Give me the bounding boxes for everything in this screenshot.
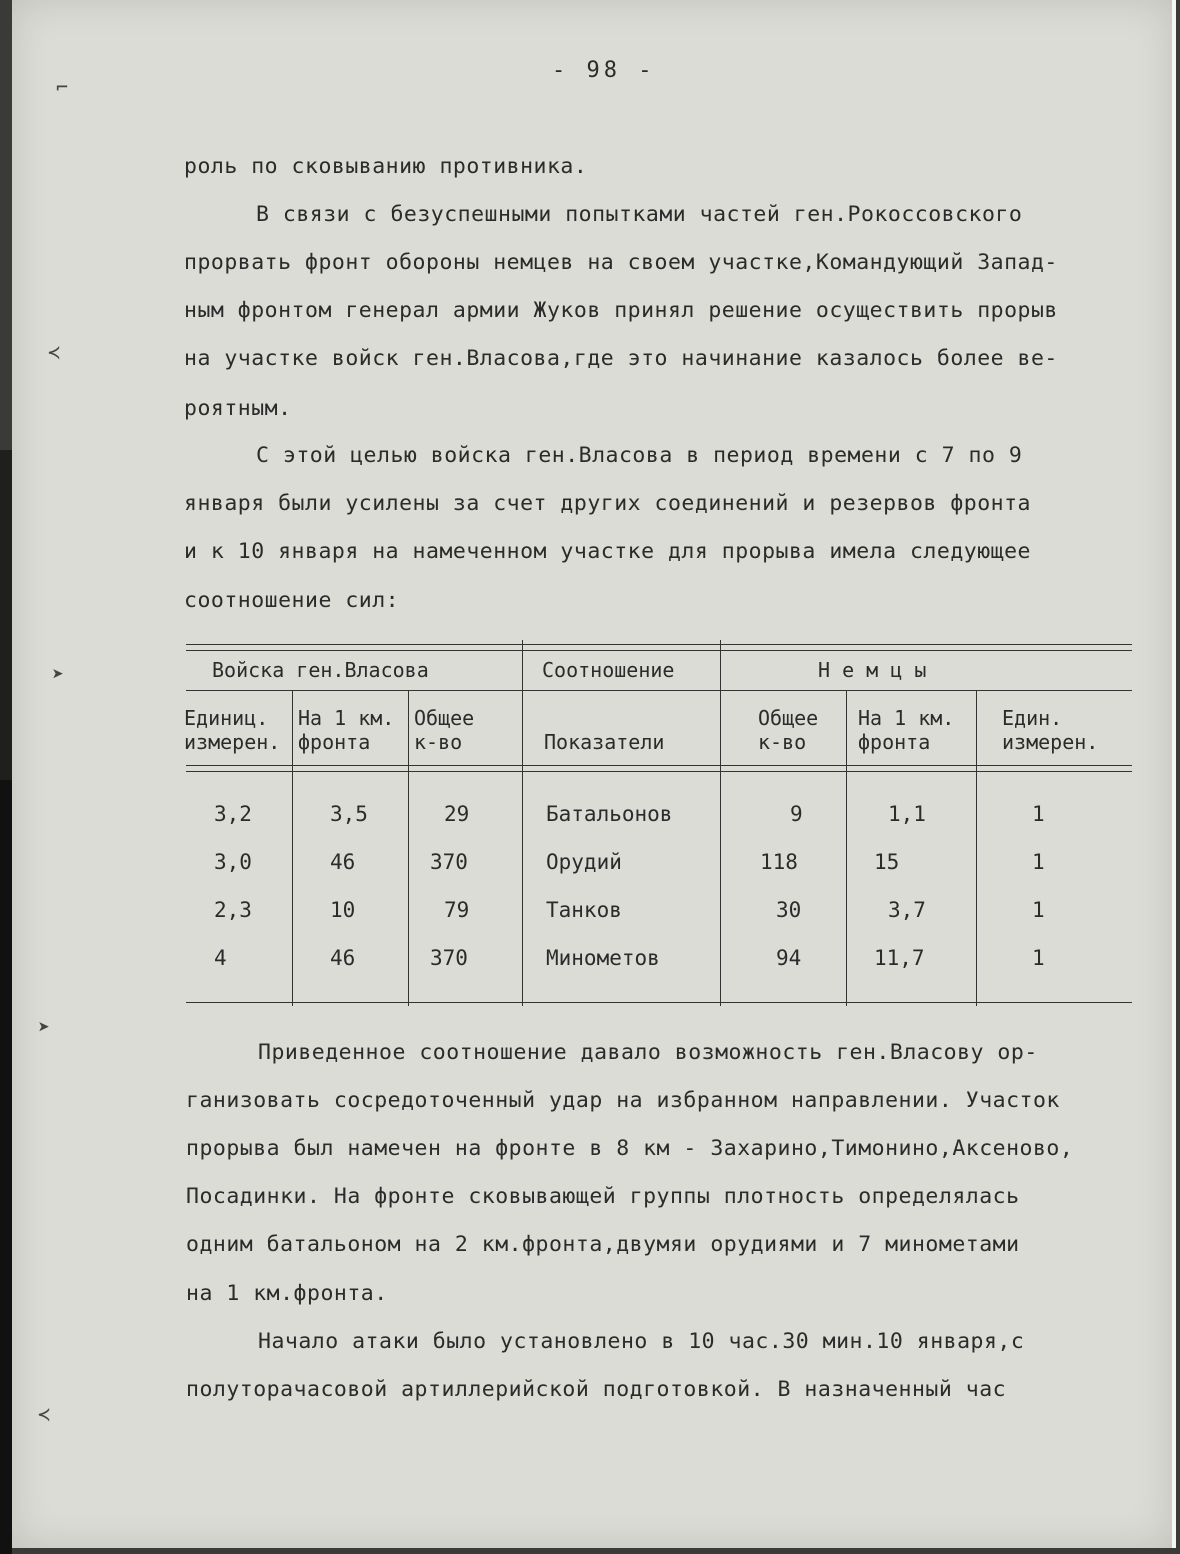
text-line: Приведенное соотношение давало возможность ген.Власову ор- <box>258 1040 1038 1065</box>
table-cell: 1 <box>1032 850 1045 874</box>
table-cell: 3,2 <box>214 802 252 826</box>
text-line: ным фронтом генерал армии Жуков принял решение осуществить прорыв <box>184 298 1058 323</box>
table-cell: 118 <box>760 850 798 874</box>
text-line: января были усилены за счет других соединений и резервов фронта <box>184 491 1031 516</box>
table-cell: Батальонов <box>546 802 673 826</box>
scan-edge <box>0 450 12 780</box>
text-line: одним батальоном на 2 км.фронта,двумяи орудиями и 7 минометами <box>186 1232 1020 1257</box>
margin-mark: ≺ <box>48 340 61 364</box>
text-line: и к 10 января на намеченном участке для прорыва имела следующее <box>184 539 1031 564</box>
table-cell: 4 <box>214 946 227 970</box>
col-header-per-km: На 1 км. <box>298 706 395 730</box>
col-header-per-km-de: фронта <box>858 730 931 754</box>
col-header-per-km-de: На 1 км. <box>858 706 955 730</box>
col-header-units-de: измерен. <box>1002 730 1099 754</box>
text-line: В связи с безуспешными попытками частей ген.Рокоссовского <box>256 202 1023 227</box>
table-cell: 1 <box>1032 946 1045 970</box>
table-cell: 15 <box>874 850 900 874</box>
table-cell: 3,5 <box>330 802 368 826</box>
group-header-ratio: Соотношение <box>542 658 675 682</box>
table-cell: 94 <box>776 946 802 970</box>
table-cell: 10 <box>330 898 356 922</box>
table-cell: 3,0 <box>214 850 252 874</box>
table-cell: Минометов <box>546 946 660 970</box>
table-cell: 1 <box>1032 898 1045 922</box>
table-cell: 30 <box>776 898 802 922</box>
text-line: роль по сковыванию противника. <box>184 154 588 179</box>
text-line: Посадинки. На фронте сковывающей группы плотность определялась <box>186 1184 1020 1209</box>
col-header-total: Общее <box>414 706 475 730</box>
table-cell: Танков <box>546 898 622 922</box>
group-header-germans: Н е м ц ы <box>818 658 927 682</box>
text-line: С этой целью войска ген.Власова в период времени с 7 по 9 <box>256 443 1023 468</box>
table-cell: 9 <box>790 802 803 826</box>
text-line: на участке войск ген.Власова,где это начинание казалось более ве- <box>184 346 1058 371</box>
document-page <box>12 0 1176 1548</box>
page-number: - 98 - <box>552 58 656 83</box>
table-cell: 370 <box>430 850 468 874</box>
group-header-vlasov: Войска ген.Власова <box>212 658 429 682</box>
table-cell: Орудий <box>546 850 622 874</box>
table-cell: 1 <box>1032 802 1045 826</box>
text-line: ганизовать сосредоточенный удар на избранном направлении. Участок <box>186 1088 1060 1113</box>
table-cell: 79 <box>444 898 470 922</box>
col-header-units: измерен. <box>184 730 281 754</box>
col-header-units-de: Един. <box>1002 706 1063 730</box>
margin-mark: ≺ <box>38 1402 51 1426</box>
text-line: на 1 км.фронта. <box>186 1281 388 1306</box>
col-header-indicators: Показатели <box>544 730 665 754</box>
text-line: полуторачасовой артиллерийской подготовкой. В назначенный час <box>186 1377 1007 1402</box>
text-line: прорыва был намечен на фронте в 8 км - Захарино,Тимонино,Аксеново, <box>186 1136 1074 1161</box>
table-cell: 3,7 <box>888 898 926 922</box>
table-cell: 29 <box>444 802 470 826</box>
col-header-total-de: к-во <box>758 730 807 754</box>
col-header-total-de: Общее <box>758 706 819 730</box>
table-cell: 46 <box>330 850 356 874</box>
table-cell: 11,7 <box>874 946 925 970</box>
text-line: роятным. <box>184 396 292 421</box>
margin-mark: ➤ <box>38 1015 51 1039</box>
table-cell: 2,3 <box>214 898 252 922</box>
text-line: прорвать фронт обороны немцев на своем участке,Командующий Запад- <box>184 250 1058 275</box>
col-header-units: Единиц. <box>184 706 269 730</box>
text-line: Начало атаки было установлено в 10 час.30 мин.10 января,с <box>258 1329 1025 1354</box>
table-cell: 46 <box>330 946 356 970</box>
col-header-per-km: фронта <box>298 730 371 754</box>
margin-mark: ⌐ <box>56 75 69 99</box>
text-line: соотношение сил: <box>184 588 400 613</box>
margin-mark: ➤ <box>52 662 65 686</box>
table-cell: 370 <box>430 946 468 970</box>
scan-edge-lower <box>0 780 12 1554</box>
table-cell: 1,1 <box>888 802 926 826</box>
col-header-total: к-во <box>414 730 463 754</box>
